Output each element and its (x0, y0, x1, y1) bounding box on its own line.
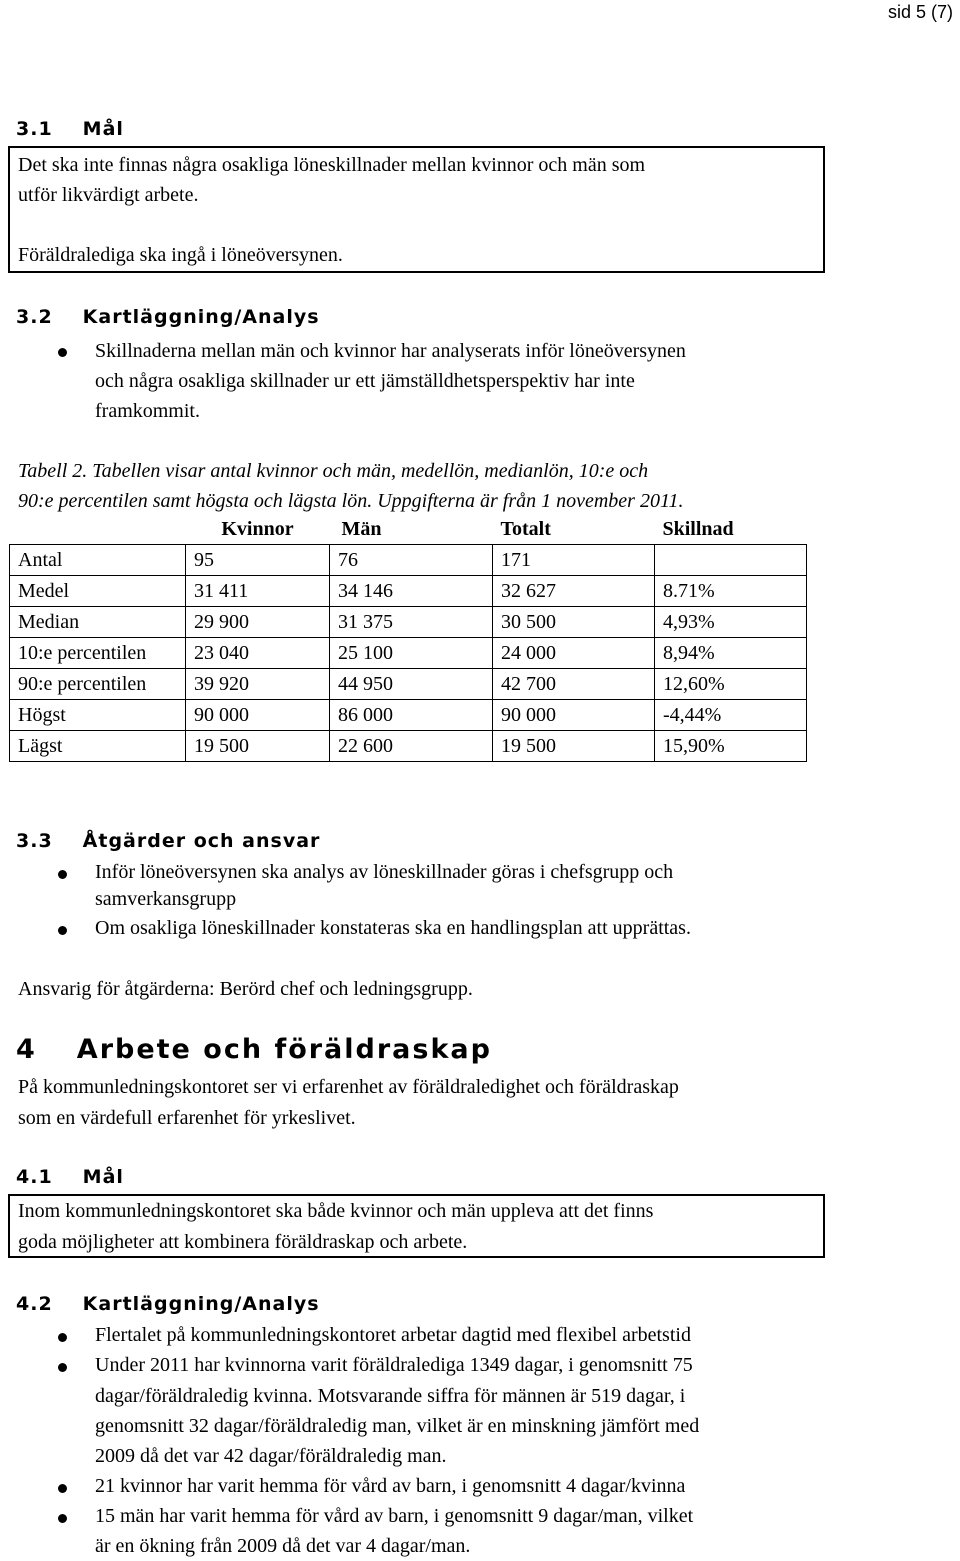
analysis-text-line: 15 män har varit hemma för vård av barn, i genomsnitt 9 dagar/man, vilket (95, 1505, 694, 1527)
cell-skillnad: 8.71% (655, 576, 807, 607)
cell-skillnad (655, 545, 807, 576)
cell-kvinnor: 39 920 (186, 669, 330, 700)
section-number: 4.2 (16, 1293, 53, 1315)
cell-skillnad: -4,44% (655, 700, 807, 731)
responsible-text: Ansvarig för åtgärderna: Berörd chef och ledningsgrupp. (18, 978, 473, 1000)
cell-skillnad: 4,93% (655, 607, 807, 638)
cell-kvinnor: 19 500 (186, 731, 330, 762)
cell-skillnad: 8,94% (655, 638, 807, 669)
section-number: 3.2 (16, 306, 53, 328)
table-row (10, 545, 807, 576)
header-skillnad: Skillnad (662, 517, 734, 540)
cell-man: 25 100 (330, 638, 493, 669)
section-number: 4 (16, 1034, 37, 1065)
section-4-heading (16, 1034, 492, 1065)
goal-text-line: Det ska inte finnas några osakliga löneskillnader mellan kvinnor och män som (18, 154, 646, 176)
cell-man: 31 375 (330, 607, 493, 638)
goal-text-line: utför likvärdigt arbete. (18, 184, 199, 206)
action-text-line: samverkansgrupp (95, 888, 237, 910)
table-row (10, 731, 807, 762)
cell-totalt: 171 (493, 545, 655, 576)
table-row (10, 669, 807, 700)
cell-totalt: 30 500 (493, 607, 655, 638)
cell-man: 34 146 (330, 576, 493, 607)
cell-totalt: 24 000 (493, 638, 655, 669)
section-title: Kartläggning/Analys (82, 306, 320, 328)
cell-skillnad: 12,60% (655, 669, 807, 700)
row-label: Median (10, 607, 186, 638)
cell-kvinnor: 23 040 (186, 638, 330, 669)
goal-text-line: Inom kommunledningskontoret ska både kvinnor och män uppleva att det finns (18, 1200, 654, 1222)
row-label: Lägst (10, 731, 186, 762)
header-totalt: Totalt (500, 517, 551, 540)
table-caption-line: 90:e percentilen samt högsta och lägsta lön. Uppgifterna är från 1 november 2011. (18, 490, 684, 512)
cell-skillnad: 15,90% (655, 731, 807, 762)
cell-totalt: 90 000 (493, 700, 655, 731)
bullet-icon (58, 1363, 67, 1372)
cell-man: 44 950 (330, 669, 493, 700)
cell-kvinnor: 90 000 (186, 700, 330, 731)
cell-kvinnor: 31 411 (186, 576, 330, 607)
row-label: Antal (10, 545, 186, 576)
analysis-text-line: Flertalet på kommunledningskontoret arbetar dagtid med flexibel arbetstid (95, 1324, 691, 1346)
section-title: Åtgärder och ansvar (82, 830, 321, 852)
cell-man: 86 000 (330, 700, 493, 731)
page-number: sid 5 (7) (888, 2, 954, 22)
bullet-icon (58, 1333, 67, 1342)
cell-totalt: 42 700 (493, 669, 655, 700)
bullet-icon (58, 348, 67, 357)
action-text-line: Om osakliga löneskillnader konstateras ska en handlingsplan att upprättas. (95, 917, 691, 939)
section-3-3-heading (16, 830, 320, 852)
table-row (10, 638, 807, 669)
analysis-text-line: är en ökning från 2009 då det var 4 dagar/man. (95, 1535, 471, 1557)
cell-kvinnor: 29 900 (186, 607, 330, 638)
table-row (10, 607, 807, 638)
section-3-1-heading (16, 118, 124, 140)
table-row (10, 576, 807, 607)
row-label: 90:e percentilen (10, 669, 186, 700)
analysis-text-line: 21 kvinnor har varit hemma för vård av barn, i genomsnitt 4 dagar/kvinna (95, 1475, 686, 1497)
analysis-text-line: dagar/föräldraledig kvinna. Motsvarande siffra för männen är 519 dagar, i (95, 1385, 686, 1407)
bullet-icon (58, 1484, 67, 1493)
analysis-text-line: Under 2011 har kvinnorna varit föräldralediga 1349 dagar, i genomsnitt 75 (95, 1354, 693, 1376)
goal-text-line: goda möjligheter att kombinera föräldraskap och arbete. (18, 1231, 468, 1253)
analysis-text-line: och några osakliga skillnader ur ett jämställdhetsperspektiv har inte (95, 370, 635, 392)
header-kvinnor: Kvinnor (221, 517, 294, 540)
cell-kvinnor: 95 (186, 545, 330, 576)
table-header-row (10, 514, 807, 545)
cell-man: 22 600 (330, 731, 493, 762)
header-man: Män (341, 517, 382, 540)
row-label: 10:e percentilen (10, 638, 186, 669)
cell-man: 76 (330, 545, 493, 576)
analysis-text-line: framkommit. (95, 400, 200, 422)
goal-text-line: Föräldralediga ska ingå i löneöversynen. (18, 244, 343, 266)
section-title: Kartläggning/Analys (82, 1293, 320, 1315)
intro-text-line: På kommunledningskontoret ser vi erfarenhet av föräldraledighet och föräldraskap (18, 1076, 679, 1098)
section-title: Arbete och föräldraskap (76, 1034, 492, 1065)
section-number: 3.3 (16, 830, 53, 852)
bullet-icon (58, 926, 67, 935)
section-4-1-heading (16, 1166, 124, 1188)
bullet-icon (58, 870, 67, 879)
section-4-2-heading (16, 1293, 320, 1315)
bullet-icon (58, 1514, 67, 1523)
section-3-2-heading (16, 306, 320, 328)
intro-text-line: som en värdefull erfarenhet för yrkeslivet. (18, 1107, 356, 1129)
section-number: 3.1 (16, 118, 53, 140)
cell-totalt: 32 627 (493, 576, 655, 607)
section-number: 4.1 (16, 1166, 53, 1188)
header-empty-cell (10, 514, 186, 545)
section-title: Mål (82, 1166, 124, 1188)
analysis-text-line: genomsnitt 32 dagar/föräldraledig man, vilket är en minskning jämfört med (95, 1415, 700, 1437)
row-label: Medel (10, 576, 186, 607)
section-title: Mål (82, 118, 124, 140)
analysis-text-line: Skillnaderna mellan män och kvinnor har analyserats inför löneöversynen (95, 340, 686, 362)
table-row (10, 700, 807, 731)
analysis-text-line: 2009 då det var 42 dagar/föräldraledig man. (95, 1445, 447, 1467)
table-caption-line: Tabell 2. Tabellen visar antal kvinnor och män, medellön, medianlön, 10:e och (18, 460, 649, 482)
row-label: Högst (10, 700, 186, 731)
action-text-line: Inför löneöversynen ska analys av löneskillnader göras i chefsgrupp och (95, 861, 674, 883)
cell-totalt: 19 500 (493, 731, 655, 762)
salary-table (9, 514, 807, 762)
